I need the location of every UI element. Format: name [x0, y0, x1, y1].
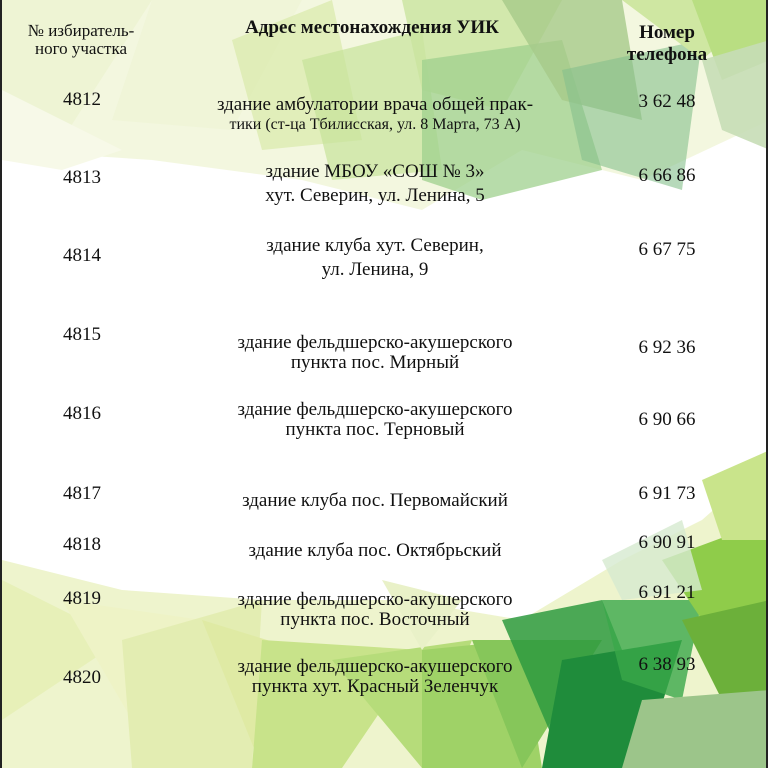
precinct-address	[172, 160, 578, 208]
precinct-address	[172, 590, 578, 630]
header-precinct-number-line1: № избиратель-	[27, 21, 135, 40]
precinct-address	[172, 657, 578, 697]
precinct-phone: 6 66 86	[638, 165, 696, 186]
address-line1: здание клуба пос. Первомайский	[242, 490, 508, 511]
address-line2: пункта пос. Мирный	[290, 352, 460, 373]
address-line1: здание амбулатории врача общей прак-	[216, 94, 534, 115]
address-line2: пункта хут. Красный Зеленчук	[251, 676, 499, 697]
address-line2: ул. Ленина, 9	[321, 259, 429, 280]
address-line1: здание клуба хут. Северин,	[266, 235, 484, 256]
precinct-address	[172, 491, 578, 511]
header-phone-line2: телефона	[626, 44, 708, 65]
address-line2: тики (ст-ца Тбилисская, ул. 8 Марта, 73 А)	[229, 116, 521, 133]
address-line1: здание фельдшерско-акушерского	[237, 589, 513, 610]
precinct-phone: 6 90 91	[638, 532, 696, 553]
precinct-phone: 6 67 75	[638, 239, 696, 260]
precinct-address	[172, 95, 578, 135]
header-address: Адрес местонахождения УИК	[245, 17, 499, 38]
header-phone	[592, 22, 742, 66]
address-line2: пункта пос. Восточный	[280, 609, 470, 630]
precinct-phone: 6 90 66	[638, 409, 696, 430]
precinct-number: 4817	[63, 483, 101, 504]
address-line2: хут. Северин, ул. Ленина, 5	[265, 185, 485, 206]
header-phone-line1: Номер	[639, 22, 695, 43]
precinct-phone: 6 92 36	[638, 337, 696, 358]
address-line1: здание фельдшерско-акушерского	[237, 656, 513, 677]
precinct-phone: 6 91 73	[638, 483, 696, 504]
address-line1: здание фельдшерско-акушерского	[237, 399, 513, 420]
precinct-phone: 6 91 21	[638, 582, 696, 603]
address-line1: здание клуба пос. Октябрьский	[248, 540, 502, 561]
precinct-number: 4820	[63, 667, 101, 688]
precinct-address	[172, 333, 578, 373]
precinct-number: 4812	[63, 89, 101, 110]
precinct-number: 4813	[63, 167, 101, 188]
precinct-phone: 6 38 93	[638, 654, 696, 675]
precinct-address	[172, 234, 578, 282]
header-precinct-number-line2: ного участка	[34, 39, 127, 58]
precinct-number: 4815	[63, 324, 101, 345]
address-line1: здание фельдшерско-акушерского	[237, 332, 513, 353]
address-line2: пункта пос. Терновый	[285, 419, 465, 440]
precinct-address	[172, 400, 578, 440]
precinct-number: 4814	[63, 245, 101, 266]
precinct-number: 4819	[63, 588, 101, 609]
precinct-number: 4816	[63, 403, 101, 424]
precinct-address	[172, 541, 578, 561]
precinct-phone: 3 62 48	[638, 91, 696, 112]
precinct-number: 4818	[63, 534, 101, 555]
header-precinct-number	[6, 22, 156, 58]
address-line1: здание МБОУ «СОШ № 3»	[265, 161, 485, 182]
